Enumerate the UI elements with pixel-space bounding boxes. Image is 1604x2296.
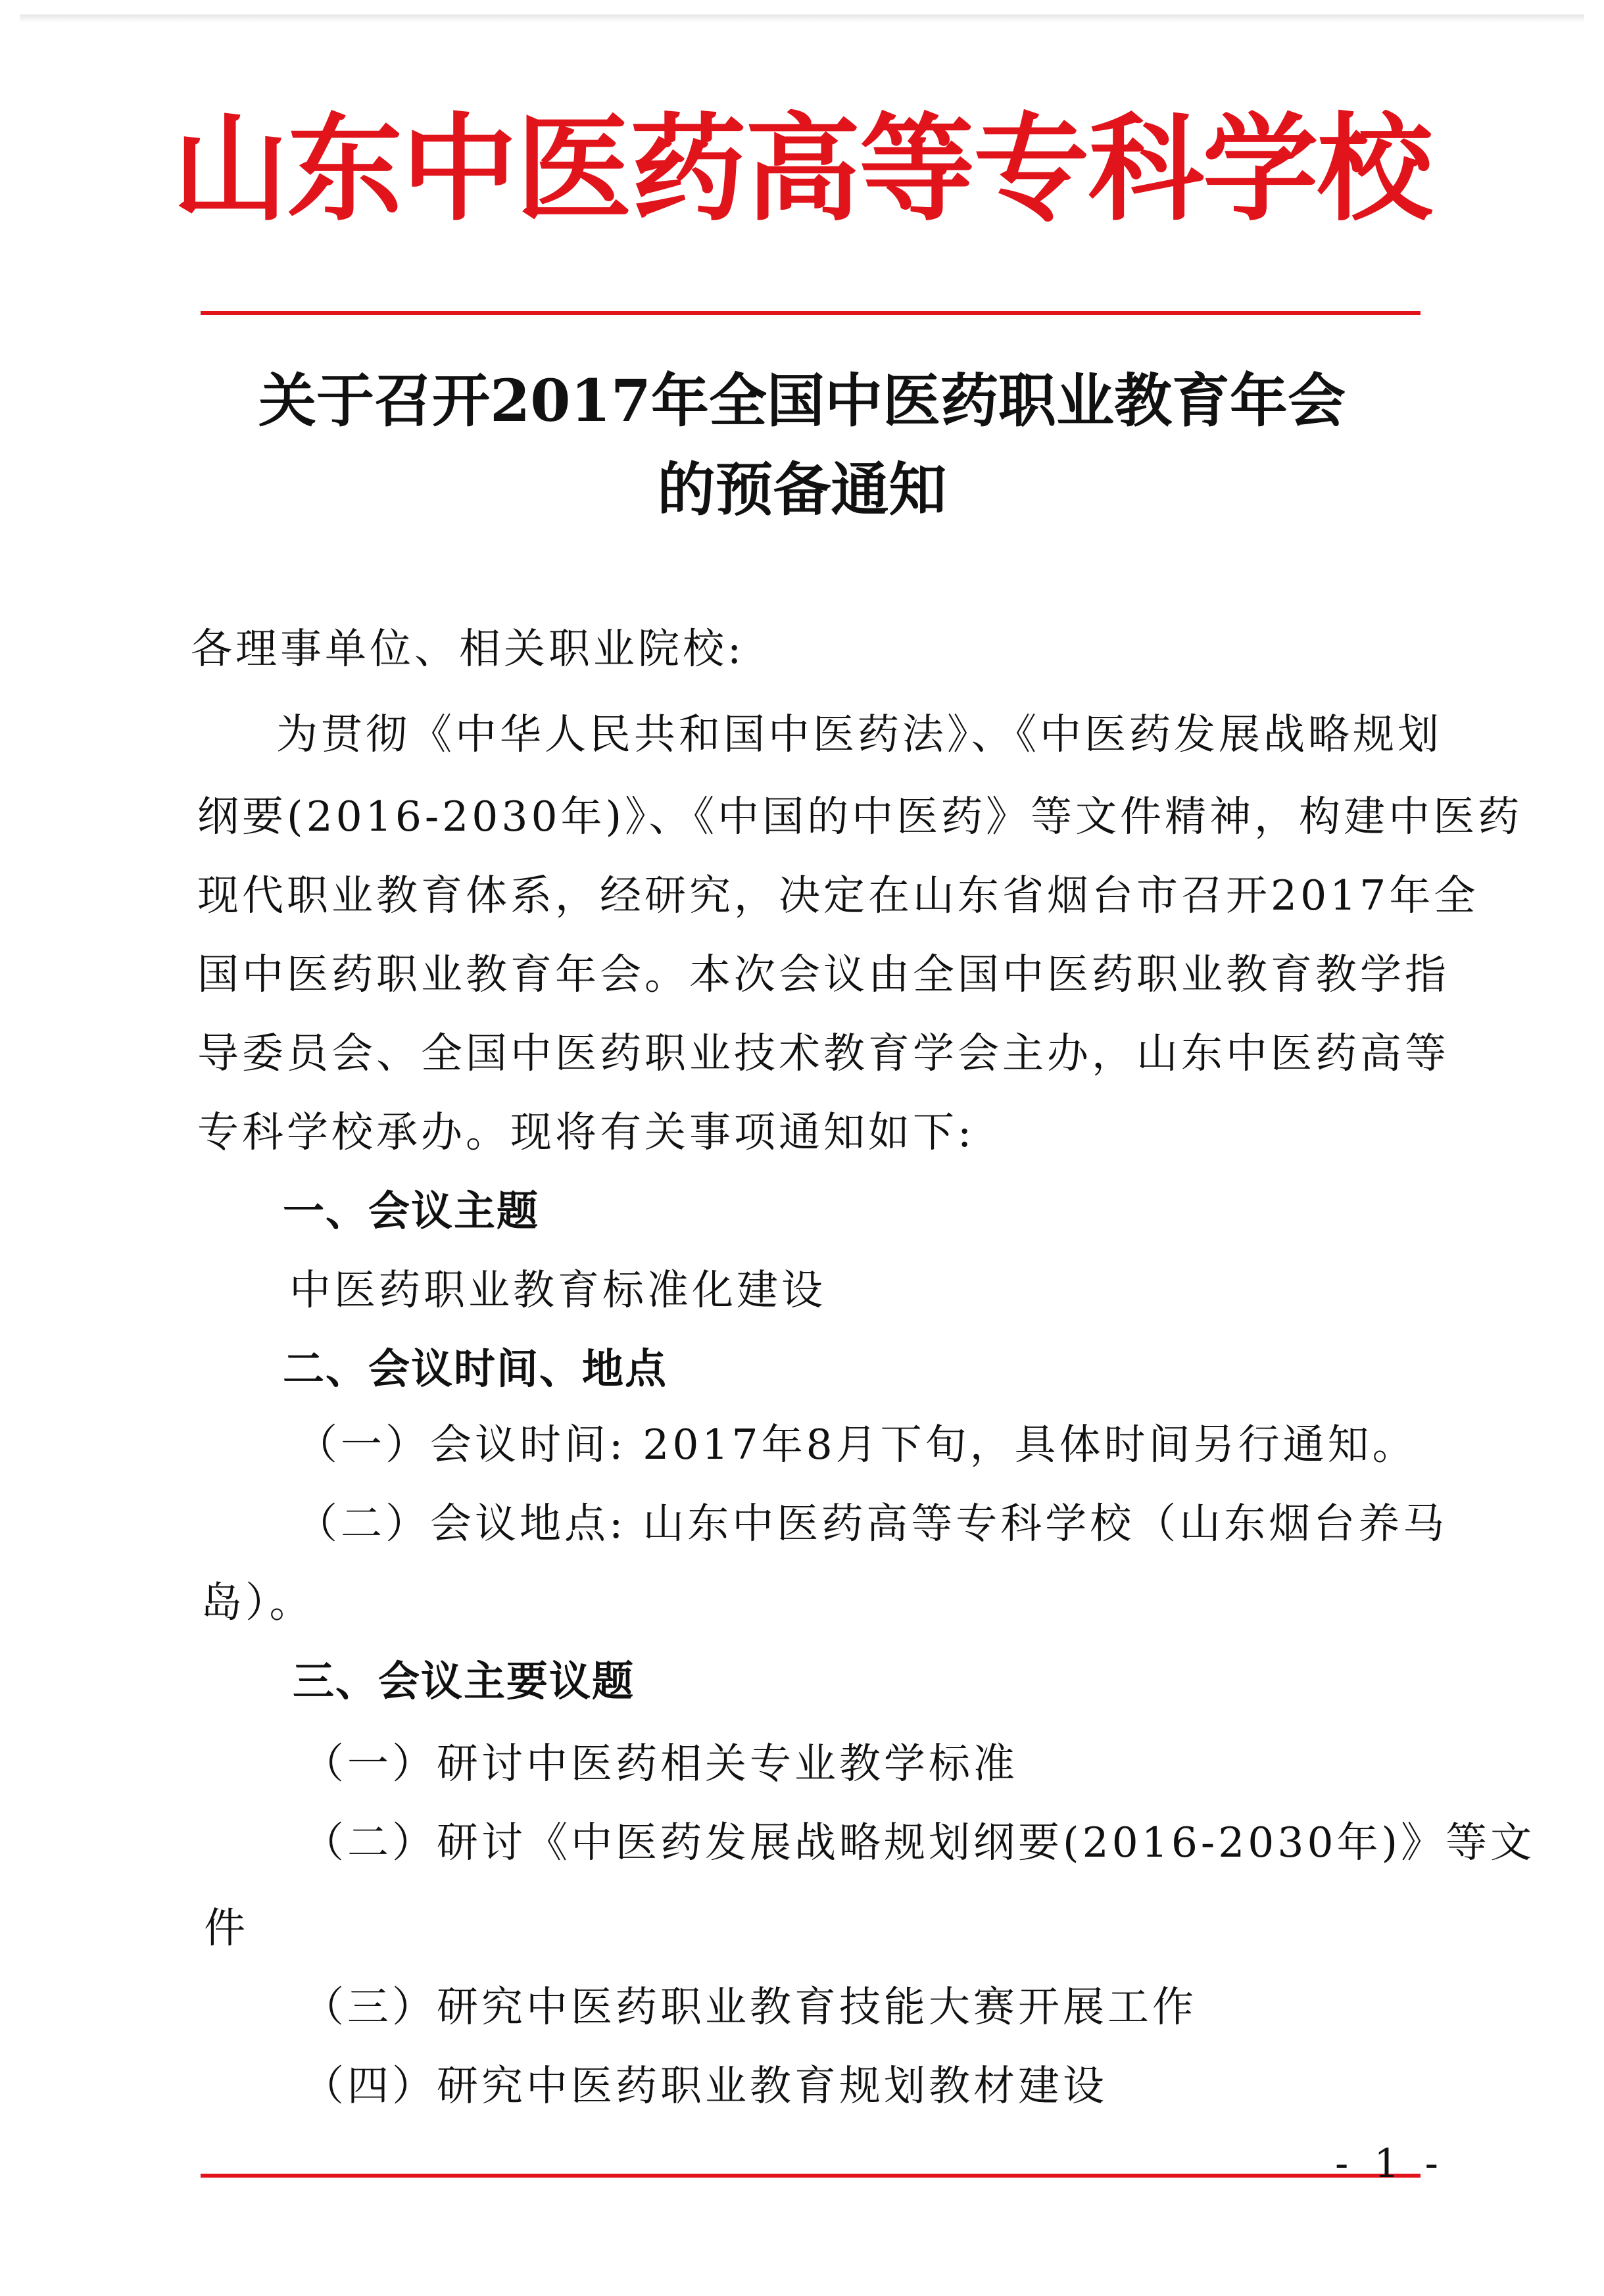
- intro-line: 专科学校承办。现将有关事项通知如下:: [197, 1108, 975, 1156]
- letterhead-title: 山东中医药高等专科学校: [172, 102, 1432, 237]
- intro-line: 纲要(2016-2030年)》、《中国的中医药》等文件精神，构建中医药: [197, 793, 1523, 841]
- meeting-place-line2: 岛）。: [201, 1578, 314, 1626]
- topic-item-continued: 件: [204, 1904, 249, 1952]
- intro-line: 国中医药职业教育年会。本次会议由全国中医药职业教育教学指: [197, 950, 1449, 998]
- section-heading-topics: 三、会议主要议题: [293, 1657, 635, 1705]
- topic-item: （四）研究中医药职业教育规划教材建设: [303, 2062, 1107, 2110]
- meeting-time: （一）会议时间: 2017年8月下旬，具体时间另行通知。: [296, 1421, 1417, 1469]
- salutation: 各理事单位、相关职业院校:: [191, 625, 745, 673]
- topic-item: （一）研讨中医药相关专业教学标准: [303, 1740, 1018, 1788]
- topic-item: （三）研究中医药职业教育技能大赛开展工作: [303, 1983, 1197, 2031]
- section-theme-content: 中医药职业教育标准化建设: [289, 1266, 826, 1314]
- footer-red-rule: [201, 2174, 1421, 2178]
- intro-line: 导委员会、全国中医药职业技术教育学会主办，山东中医药高等: [197, 1029, 1449, 1077]
- document-title-line2: 的预备通知: [657, 455, 947, 524]
- topic-item: （二）研讨《中医药发展战略规划纲要(2016-2030年)》等文: [303, 1819, 1536, 1867]
- section-heading-theme: 一、会议主题: [283, 1187, 539, 1235]
- meeting-place-line1: （二）会议地点: 山东中医药高等专科学校（山东烟台养马: [296, 1500, 1448, 1548]
- section-heading-time-place: 二、会议时间、地点: [283, 1345, 668, 1393]
- intro-line: 为贯彻《中华人民共和国中医药法》、《中医药发展战略规划: [276, 710, 1442, 758]
- page-number: - 1 -: [1335, 2141, 1445, 2187]
- document-title-line1: 关于召开2017年全国中医药职业教育年会: [258, 366, 1346, 435]
- intro-line: 现代职业教育体系，经研究，决定在山东省烟台市召开2017年全: [197, 871, 1479, 919]
